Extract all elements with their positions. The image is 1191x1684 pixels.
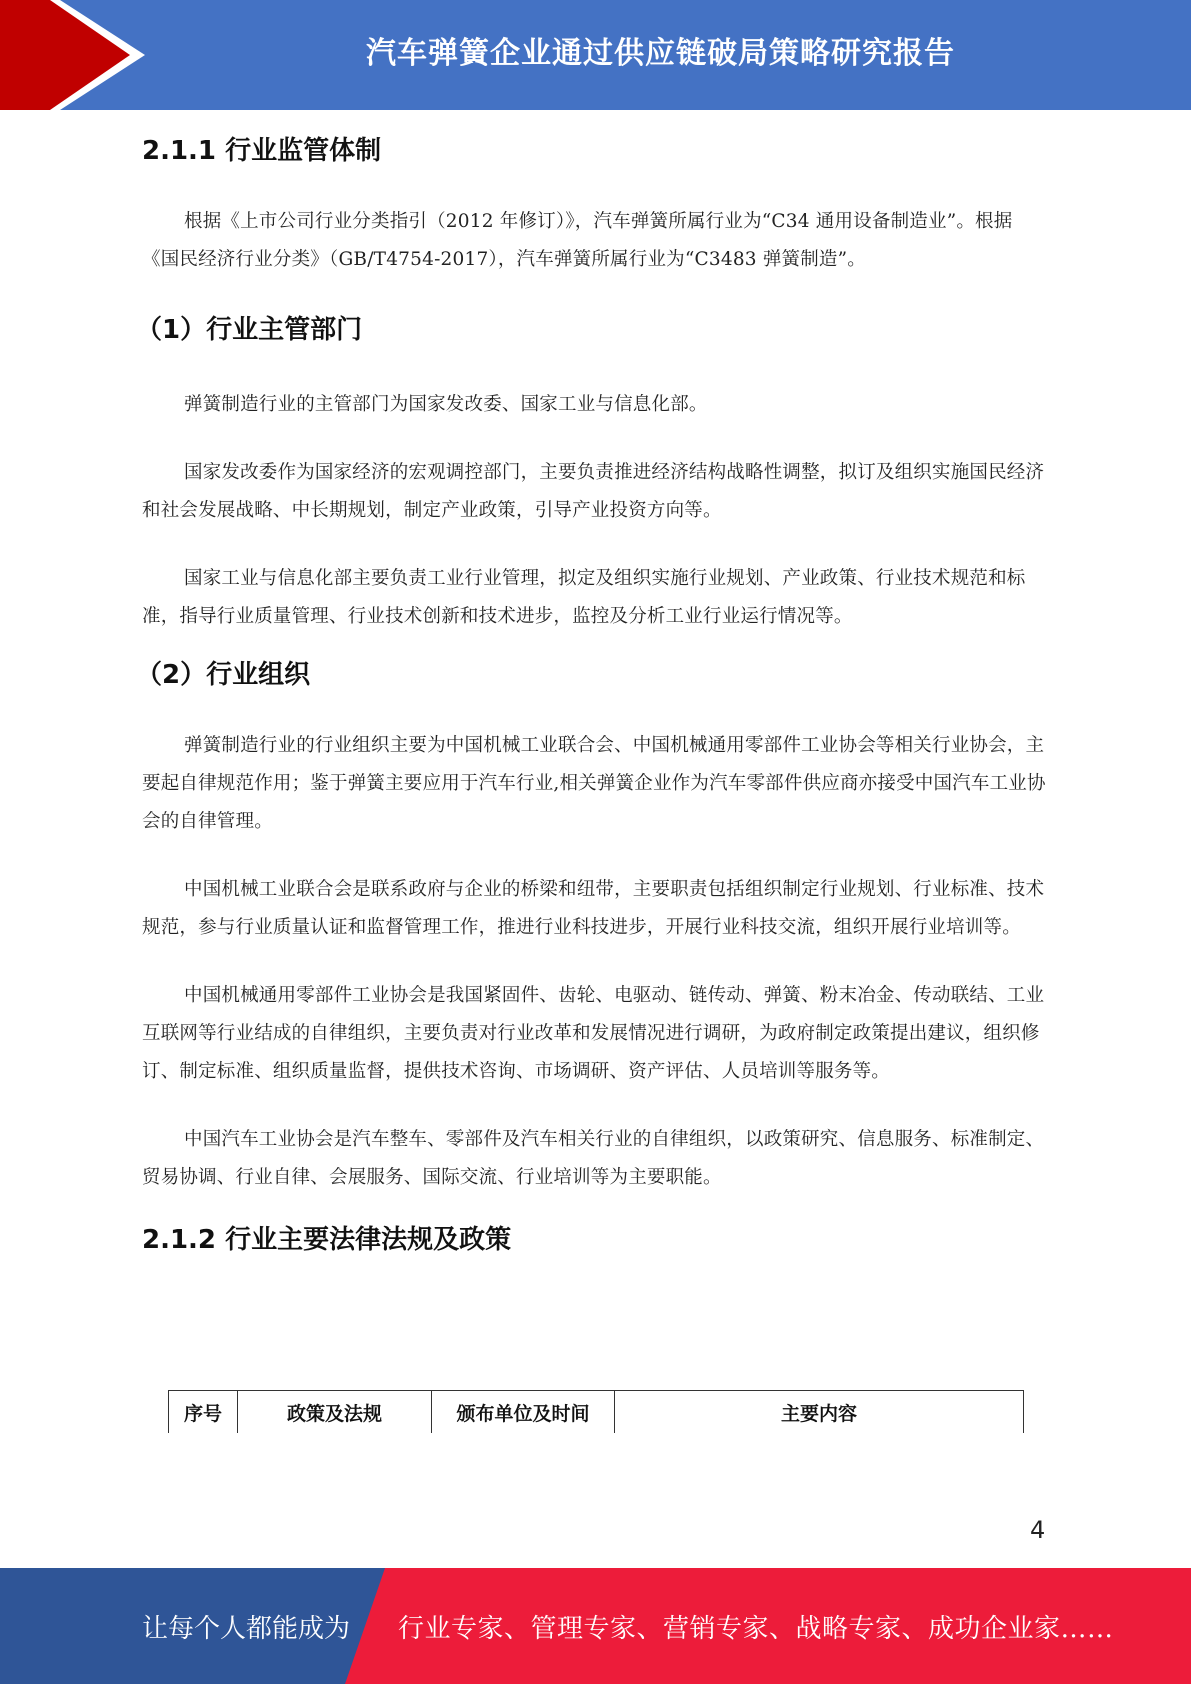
- subsection-heading-1: （1）行业主管部门: [136, 315, 363, 345]
- main-content: [136, 125, 1047, 1256]
- report-title: 汽车弹簧企业通过供应链破局策略研究报告: [366, 36, 955, 71]
- table-header-row: [169, 1391, 1024, 1434]
- table-header-cell: 颁布单位及时间: [432, 1391, 615, 1434]
- table-header-cell: 政策及法规: [238, 1391, 432, 1434]
- paragraph: 中国汽车工业协会是汽车整车、零部件及汽车相关行业的自律组织，以政策研究、信息服务、标准制定、贸易协调、行业自律、会展服务、国际交流、行业培训等为主要职能。: [142, 1129, 1045, 1188]
- footer-slogan-right: 行业专家、管理专家、营销专家、战略专家、成功企业家……: [398, 1613, 1114, 1644]
- paragraph: 国家工业与信息化部主要负责工业行业管理，拟定及组织实施行业规划、产业政策、行业技术规范和标准，指导行业质量管理、行业技术创新和技术进步，监控及分析工业行业运行情况等。: [142, 568, 1026, 627]
- page-header: [0, 0, 1191, 110]
- paragraph: 中国机械工业联合会是联系政府与企业的桥梁和纽带，主要职责包括组织制定行业规划、行业标准、技术规范，参与行业质量认证和监督管理工作，推进行业科技进步，开展行业科技交流，组织开展行业培训等。: [142, 879, 1045, 938]
- paragraph: 根据《上市公司行业分类指引（2012 年修订）》，汽车弹簧所属行业为“C34 通用设备制造业”。根据《国民经济行业分类》（GB/T4754-2017），汽车弹簧所属行业为“C3483 弹簧制造”。: [142, 211, 1013, 270]
- paragraph: 国家发改委作为国家经济的宏观调控部门，主要负责推进经济结构战略性调整，拟订及组织实施国民经济和社会发展战略、中长期规划，制定产业政策，引导产业投资方向等。: [142, 462, 1045, 521]
- table-header-cell: 序号: [169, 1391, 238, 1434]
- policy-table: [168, 1390, 1024, 1433]
- page-number: 4: [1030, 1516, 1046, 1544]
- footer-slogan-left: 让每个人都能成为: [142, 1613, 351, 1644]
- paragraph: 弹簧制造行业的主管部门为国家发改委、国家工业与信息化部。: [184, 394, 708, 415]
- paragraph: 中国机械通用零部件工业协会是我国紧固件、齿轮、电驱动、链传动、弹簧、粉末冶金、传动联结、工业互联网等行业结成的自律组织，主要负责对行业改革和发展情况进行调研，为政府制定政策提出建议，组织修订、制定标准、组织质量监督，提供技术咨询、市场调研、资产评估、人员培训等服务等。: [142, 985, 1045, 1082]
- table-header-cell: 主要内容: [615, 1391, 1024, 1434]
- section-heading-2-1-1: 2.1.1 行业监管体制: [142, 136, 382, 166]
- section-heading-2-1-2: 2.1.2 行业主要法律法规及政策: [142, 1225, 512, 1255]
- subsection-heading-2: （2）行业组织: [136, 660, 311, 690]
- paragraph: 弹簧制造行业的行业组织主要为中国机械工业联合会、中国机械通用零部件工业协会等相关行业协会，主要起自律规范作用；鉴于弹簧主要应用于汽车行业,相关弹簧企业作为汽车零部件供应商亦接受中国汽车工业协会的自律管理。: [142, 735, 1046, 832]
- page-footer: [0, 1568, 1191, 1684]
